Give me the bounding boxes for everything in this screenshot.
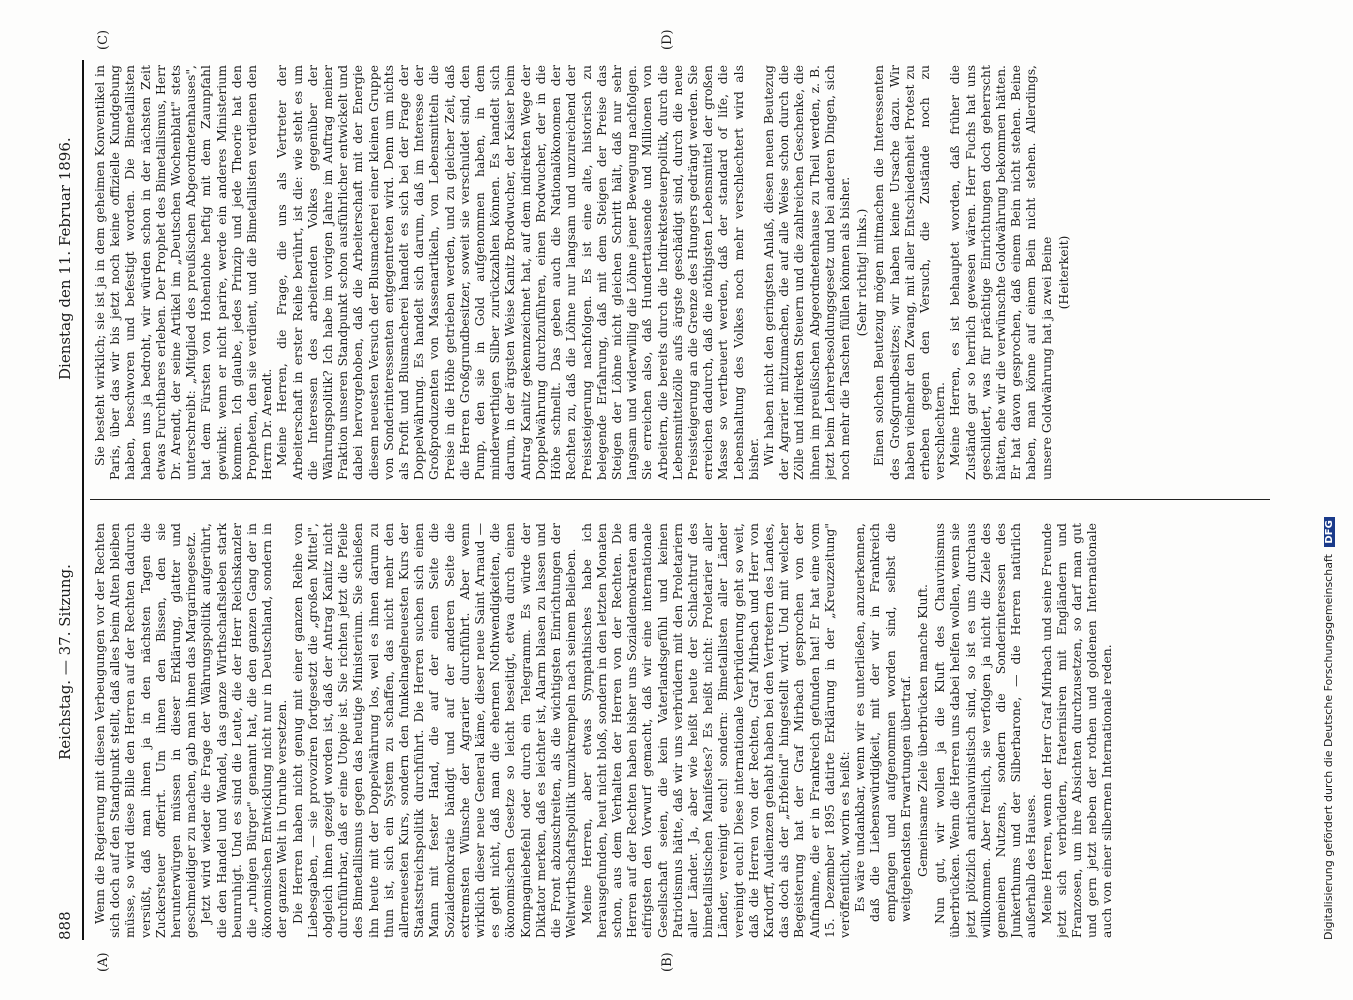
digitization-credit [1322,40,1335,940]
right-column-paragraph: Sie besteht wirklich; sie ist ja in dem geheimen Konventikel in Paris, über das wir bis jetzt noch keine offizielle Kundgebung haben, beschworen und befestigt worden. Die Bimetallisten haben uns ja bedroht, wir würden schon in der nächsten Zeit etwas Furchtbares erleben. Der Prophet des Bimetallismus, Herr Dr. Arendt, der seine Artikel im „Deutschen Wochenblatt" stets unterschreibt: „Mitglied des preußischen Abgeordnetenhauses", hat dem Fürsten von Hohenlohe heftig mit dem Zaunpfahl gewinkt: wenn er nicht parire, werde ein anderes Ministerium kommen. Ich glaube, jedes Prinzip und jede Theorie hat den Propheten, den sie verdient, und die Bimetallisten verdienen den Herrn Dr. Arendt. [92,65,275,480]
left-column-paragraph: Nun gut, wir wollen ja die Kluft des Chauvinismus überbrücken. Wenn die Herren uns dabei helfen wollen, wenn sie jetzt plötzlich antichauvinistisch sind, so ist es uns durchaus willkommen. Aber freilich, sie verfolgen ja nicht die Ziele des gemeinen Nutzens, sondern die Sonderinteressen des Junkerthums und der Silberbarone, — die Herren natürlich außerhalb des Hauses. [932,523,1039,938]
left-column [92,523,1262,938]
margin-mark-c: (C) [96,29,111,50]
left-column-paragraph: Es wäre undankbar, wenn wir es unterließen, anzuerkennen, daß die Liebenswürdigkeit, mit der wir in Frankreich empfangen und aufgenommen worden sind, selbst die weitgehendsten Erwartungen übertraf. [852,523,913,922]
right-column-paragraph: Meine Herren, die Frage, die uns als Vertreter der Arbeiterschaft in erster Reihe berührt, ist die: wie steht es um die Interessen des arbeitenden Volkes gegenüber der Währungspolitik? Ich habe im vorigen Jahre im Auftrag meiner Fraktion unseren Standpunkt schon ausführlicher entwickelt und dabei hervorgehoben, daß die Arbeiterschaft mit der Energie diesem neuesten Versuch der Blusmacherei einer kleinen Gruppe von Sonderinteressenten entgegentreten wird. Denn um nichts als Profit und Blusmacherei handelt es sich bei der Frage der Doppelwährung. Es handelt sich darum, daß im Interesse der Großproduzenten von Massenartikeln, von Lebensmitteln die Preise in die Höhe getrieben werden, und zu gleicher Zeit, daß die Herren Großgrundbesitzer, soweit sie verschuldet sind, den Pump, den sie in Gold aufgenommen haben, in dem minderwerthigen Silber zurückzahlen können. Es handelt sich darum, in der ärgsten Weise Kanitz Brodwucher, der Kaiser beim Antrag Kanitz gekennzeichnet hat, auf dem indirekten Wege der Doppelwährung durchzuführen, einen Brodwucher, der in die Höhe schnellt. Das geben auch die Nationalökonomen der Rechten zu, daß die Löhne nur langsam und unzureichend der Preissteigerung nachfolgen. Es ist eine alte, historisch zu belegende Erfahrung, daß mit dem Steigen der Preise das Steigen der Löhne nicht gleichen Schritt hält, daß nur sehr langsam und widerwillig die Löhne jener Bewegung nachfolgen. Sie erreichen also, daß Hunderttausende und Millionen von Arbeitern, die bereits durch die Indirektesteuerpolitik, durch die Lebensmittelzölle aufs ärgste geschädigt sind, durch die neue Preissteigerung an die Grenze des Hungers gedrängt werden. Sie erreichen dadurch, daß die nöthigsten Lebensmittel der großen Masse so vertheuert werden, daß der standard of life, die Lebenshaltung des Volkes noch mehr verschlechtert wird als bisher. [274,65,761,480]
right-column-paragraph: Meine Herren, es ist behauptet worden, daß früher die Zustände gar so herrlich gewesen wären. Herr Fuchs hat uns geschildert, was für prächtige Einrichtungen doch geherrscht hätten, ehe wir die verwünschte Goldwährung bekommen hätten. Er hat davon gesprochen, daß einem Bein nicht stehen. Beine haben, man könne auf einem Bein nicht stehen. Allerdings, unsere Goldwährung hat ja zwei Beine [947,65,1054,480]
right-column [92,65,1262,480]
margin-mark-a: (A) [96,952,111,972]
right-column-paragraph: Einen solchen Beutezug mögen mitmachen die Interessenten des Großgrundbesitzes; wir haben keine Ursache dazu. Wir haben vielmehr den Zwang, mit aller Entschiedenheit Protest zu erheben gegen den Versuch, die Zustände noch zu verschlechtern. [871,65,948,480]
right-column-paragraph: Wir haben nicht den geringsten Anlaß, diesen neuen Beutezug der Agrarier mitzumachen, die auf alle Weise schon durch die Zölle und indirekten Steuern und die zahlreichen Geschenke, die ihnen im preußischen Abgeordnetenhause zu Theil werden, z. B. jetzt beim Lehrerbesoldungsgesetz und bei anderen Dingen, sich noch mehr die Taschen füllen können als bisher. [760,65,852,480]
dfg-logo: DFG [1324,517,1335,546]
left-column-paragraph: Meine Herren, wenn der Herr Graf Mirbach und seine Freunde jetzt sich verbrüdern, fraternisiren mit Engländern und Franzosen, um ihre Absichten durchzusetzen, so darf man gut und gern jetzt neben der rothen und goldenen Internationale auch von einer silbernen Internationale reden. [1038,523,1115,938]
left-column-paragraph: Wenn die Regierung mit diesen Verbeugungen vor der Rechten sich doch auf den Standpunkt stellt, daß alles beim Alten bleiben müsse, so wird diese Bille den Herren auf der Rechten dadurch versüßt, daß man ihnen ja in den nächsten Tagen die Zuckersteuer offerirt. Um ihnen den Bissen, den sie herunterwürgen müssen in dieser Erklärung, glatter und geschmeidiger zu machen, gab man ihnen das Margarinegesetz. [92,523,199,938]
left-column-paragraph: Meine Herren, aber etwas Sympathisches habe ich herausgefunden, heut nicht bloß, sondern in den letzten Monaten schon, aus dem Verhalten der Herren von der Rechten. Die Herren auf der Rechten haben bisher uns Sozialdemokraten am eifrigsten den Vorwurf gemacht, daß wir eine internationale Gesellschaft seien, die kein Vaterlandsgefühl und keinen Patriotismus hätte, daß wir uns verbrüdern mit den Proletariern aller Länder. Ja, aber wie heißt heute der Schlachtruf des bimetallistischen Manifestes? Es heißt nicht: Proletarier aller Länder, vereinigt euch! sondern: Bimetallisten aller Länder vereinigt euch! Diese internationale Verbrüderung geht so weit, daß die Herren von der Rechten, Graf Mirbach und Herr von Kardorff, Audienzen gehabt haben bei den Vertretern des Landes, das doch als der „Erbfeind" hingestellt wird. Und mit welcher Begeisterung hat der Graf Mirbach gesprochen von der Aufnahme, die er in Frankreich gefunden hat! Er hat eine vom 15. Dezember 1895 datirte Erklärung in der „Kreuzzeitung" veröffentlicht, worin es heißt: [578,523,852,938]
left-column-paragraph: Jetzt wird wieder die Frage der Währungspolitik aufgerührt, die den Handel und Wandel, das ganze Wirthschaftsleben stark beunruhigt. Und es sind die Leute, die der Herr Reichskanzler die „ruhigen Bürger" genannt hat, die den ganzen Gang der in ökonomischen Entwicklung nicht nur in Deutschland, sondern in der ganzen Welt in Unruhe versetzen. [198,523,290,938]
credit-text: Digitalisierung gefördert durch die Deutsche Forschungsgemeinschaft [1322,554,1335,940]
left-column-paragraph: Gemeinsame Ziele überbrücken manche Kluft. [914,584,930,877]
column-divider [90,499,1270,500]
page-header [56,60,78,940]
right-column-paragraph: (Sehr richtig! links.) [854,208,870,337]
header-rule [82,60,84,940]
margin-mark-d: (D) [660,29,675,50]
margin-mark-b: (B) [660,952,675,972]
page-number: 888 [56,911,74,940]
left-column-paragraph: Die Herren haben nicht genug mit einer ganzen Reihe von Liebesgaben, — sie provoziren fortgesetzt die „großen Mittel", obgleich ihnen gezeigt worden ist, daß der Antrag Kanitz nicht durchführbar, daß er eine Utopie ist. Sie richten jetzt die Pfeile des Bimetallismus gegen das heutige Ministerium. Sie schießen ihn heute mit der Doppelwährung los, weil es ihnen darum zu thun ist, sich ein System zu schaffen, das nicht mehr den allerneuesten Kurs, sondern den funkelnagelneuesten Kurs der Staatsstreichspolitik durchführt. Die Herren suchen sich einen Mann mit fester Hand, die auf der einen Seite die Sozialdemokratie bändigt und auf der anderen Seite die extremsten Wünsche der Agrarier durchführt. Aber wenn wirklich dieser neue General käme, dieser neue Saint Arnaud — es geht nicht, daß man die ehernen Nothwendigkeiten, die ökonomischen Gesetze so leicht beseitigt, etwa durch einen Kompagniebefehl oder durch ein Telegramm. Es würde der Diktator merken, daß es leichter ist, Alarm blasen zu lassen und die Front abzuschreiten, als die wichtigsten Einrichtungen der Weltwirthschaftspolitik umzukrempeln nach seinem Belieben. [289,523,579,938]
right-column-paragraph: (Heiterkeit) [1055,235,1071,310]
header-date: Dienstag den 11. Februar 1896. [56,137,74,380]
header-source: Reichstag. — 37. Sitzung. [56,564,74,760]
